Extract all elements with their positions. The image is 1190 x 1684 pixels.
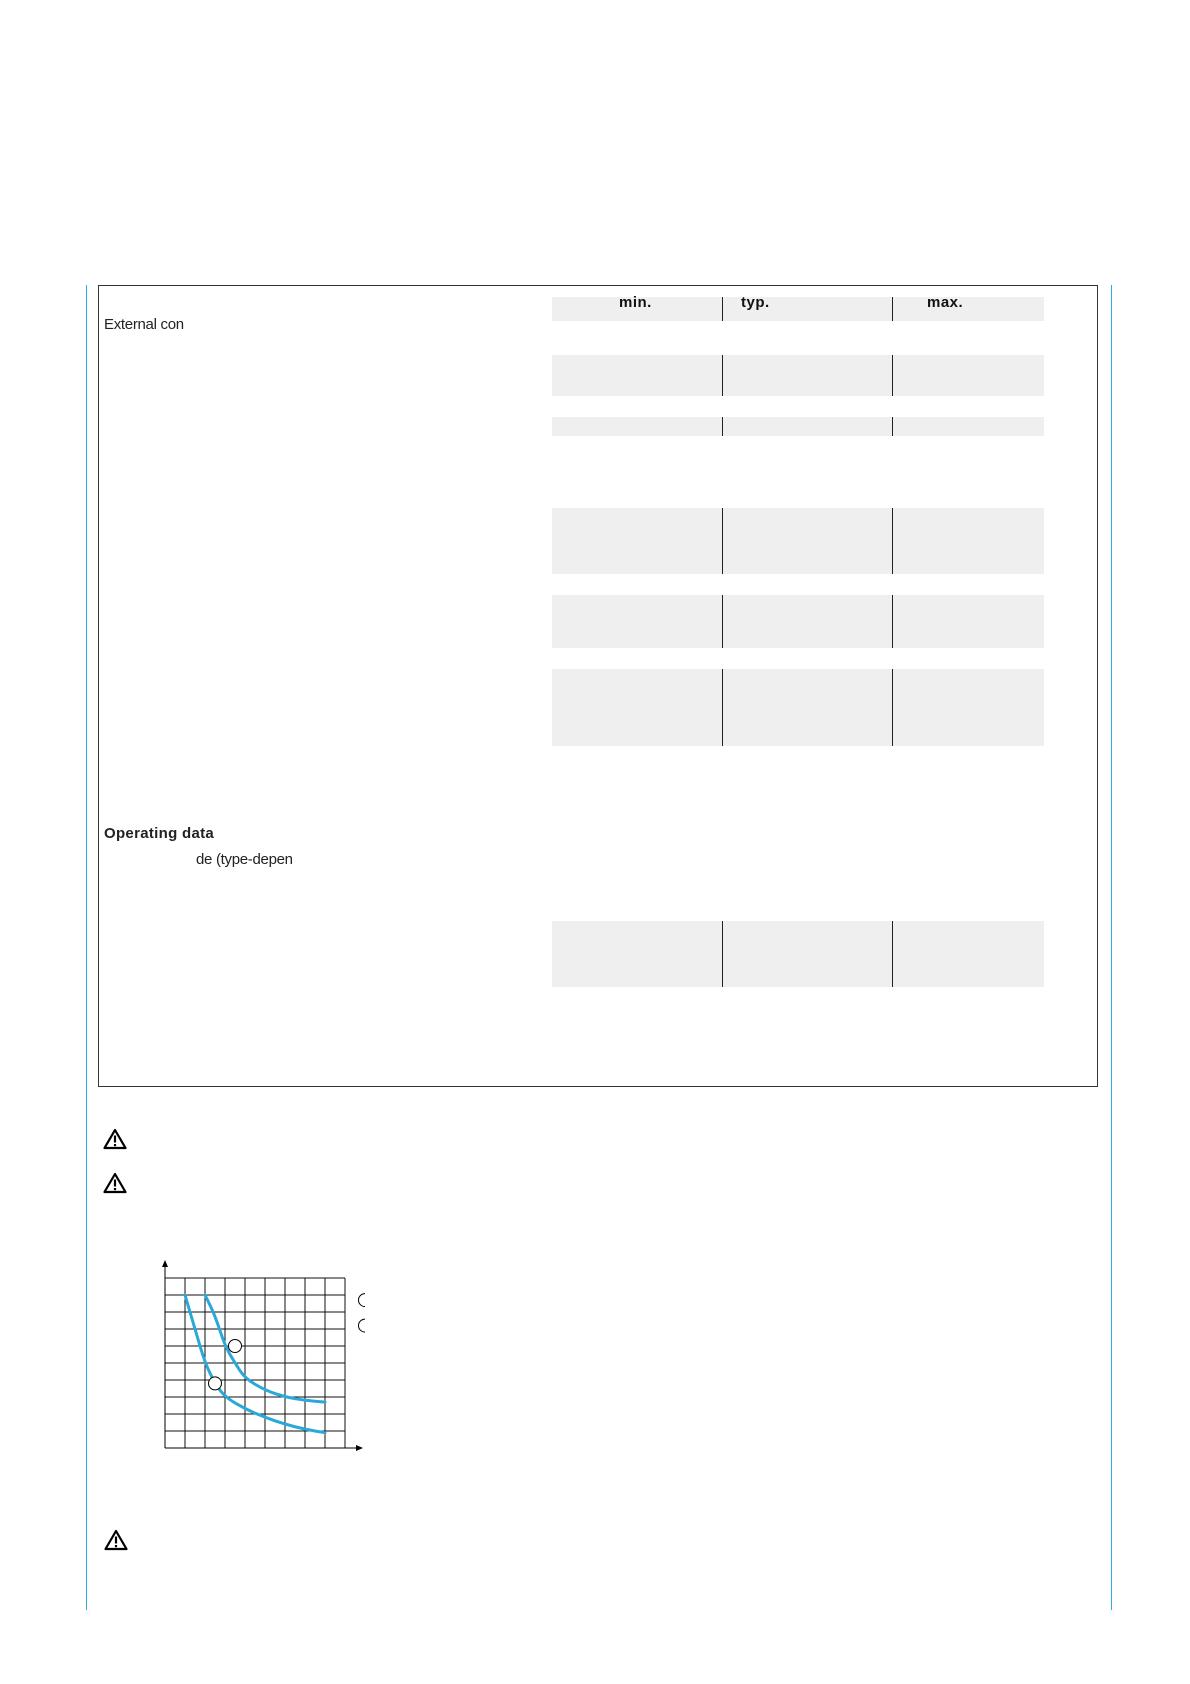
y-axis-arrow [162, 1260, 168, 1267]
table-row-shade [552, 921, 1044, 987]
column-separator [892, 355, 893, 396]
x-axis-arrow [356, 1445, 363, 1451]
chart-axes [162, 1260, 363, 1451]
operating-subtext: de (type-depen [196, 851, 293, 868]
chart-series [185, 1295, 325, 1433]
left-margin-rule [86, 285, 87, 1610]
series-line-1 [185, 1295, 325, 1433]
table-row-shade [552, 595, 1044, 648]
column-separator [892, 508, 893, 574]
column-separator [892, 669, 893, 746]
column-separator [722, 508, 723, 574]
column-separator [722, 595, 723, 648]
legend-marker-2 [359, 1319, 366, 1332]
derating-curve-chart [155, 1260, 365, 1455]
right-margin-rule [1111, 285, 1112, 1610]
chart-markers [209, 1294, 366, 1390]
section-heading-operating-data: Operating data [104, 825, 215, 842]
table-row-shade [552, 669, 1044, 746]
chart-grid [165, 1278, 345, 1448]
column-separator [722, 921, 723, 987]
legend-marker-1 [359, 1294, 366, 1307]
column-separator [892, 417, 893, 436]
warning-icon [103, 1128, 127, 1150]
column-separator [892, 595, 893, 648]
table-row-shade [552, 355, 1044, 396]
curve-marker-2 [229, 1340, 242, 1353]
column-separator [892, 297, 893, 321]
column-separator [722, 355, 723, 396]
table-row-shade [552, 417, 1044, 436]
column-separator [892, 921, 893, 987]
column-separator [722, 297, 723, 321]
column-header-min: min. [619, 294, 652, 311]
column-header-typ: typ. [741, 294, 770, 311]
column-separator [722, 417, 723, 436]
column-separator [722, 669, 723, 746]
column-header-max: max. [927, 294, 964, 311]
table-row-shade [552, 508, 1044, 574]
section-label-external: External con [104, 316, 184, 333]
warning-icon [104, 1529, 128, 1551]
curve-marker-1 [209, 1377, 222, 1390]
warning-icon [103, 1172, 127, 1194]
